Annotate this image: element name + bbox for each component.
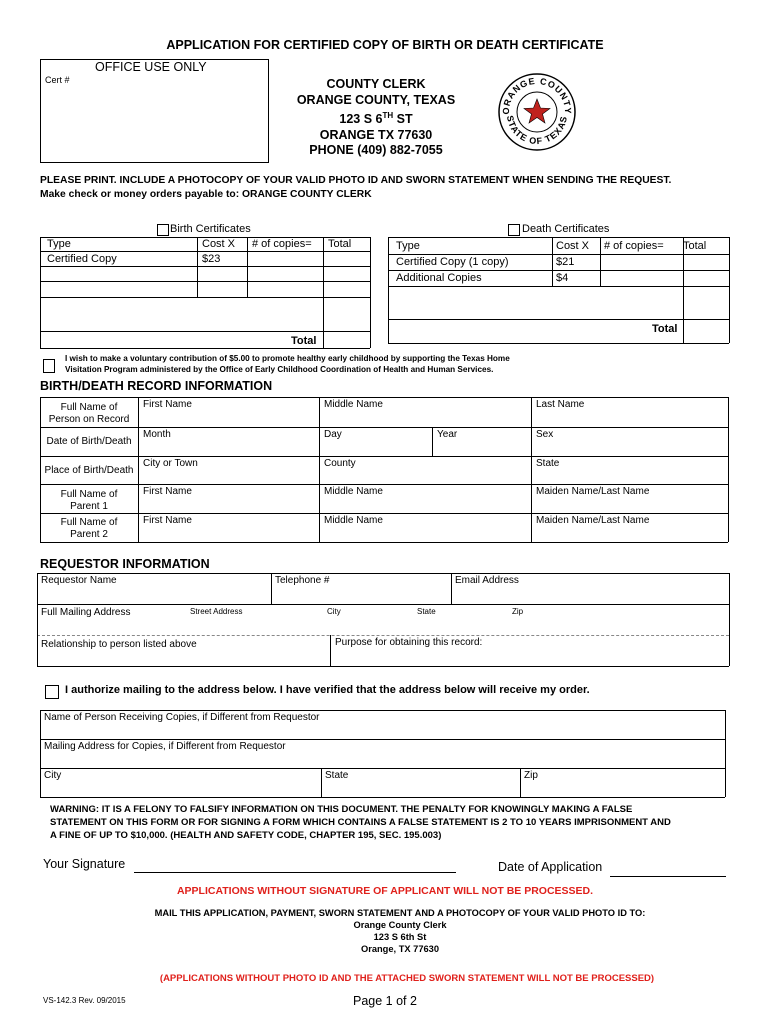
- record-row5-label1: Full Name of: [60, 517, 118, 528]
- clerk-line3: [276, 108, 476, 128]
- office-use-box[interactable]: [40, 59, 269, 163]
- signature-line[interactable]: [134, 872, 456, 873]
- county-seal-icon: [497, 72, 577, 152]
- seal-top-text: ORANGE COUNTY: [500, 75, 574, 115]
- page-number: Page 1 of 2: [353, 994, 417, 1008]
- date-line[interactable]: [610, 876, 726, 877]
- death-col-copies: # of copies=: [604, 240, 664, 252]
- record-row2-c4[interactable]: Sex: [536, 429, 554, 440]
- warning-line3: A FINE OF UP TO $10,000. (HEALTH AND SAFETY CODE, CHAPTER 195, SEC. 195.003): [50, 830, 442, 841]
- death-col-type: Type: [396, 240, 420, 252]
- svg-text:STATE OF TEXAS: [505, 115, 569, 147]
- recipient-state-field[interactable]: State: [325, 770, 349, 781]
- clerk-address: [276, 77, 476, 159]
- no-signature-warning: APPLICATIONS WITHOUT SIGNATURE OF APPLICANT WILL NOT BE PROCESSED.: [176, 885, 594, 897]
- mail-to-line1: MAIL THIS APPLICATION, PAYMENT, SWORN STATEMENT AND A PHOTOCOPY OF YOUR VALID PHOTO ID TO:: [154, 908, 646, 918]
- birth-total-label: Total: [291, 335, 317, 347]
- requestor-name-field[interactable]: Requestor Name: [41, 575, 117, 586]
- no-photo-warning: (APPLICATIONS WITHOUT PHOTO ID AND THE ATTACHED SWORN STATEMENT WILL NOT BE PROCESSED): [159, 973, 655, 984]
- requestor-mailing-field[interactable]: Full Mailing Address: [41, 607, 131, 618]
- record-row5-c4[interactable]: Maiden Name/Last Name: [536, 515, 650, 526]
- signature-label: Your Signature: [43, 857, 126, 871]
- birth-certificate-checkbox[interactable]: [157, 224, 169, 236]
- requestor-state-label: State: [417, 607, 436, 616]
- instructions-line1: PLEASE PRINT. INCLUDE A PHOTOCOPY OF YOUR VALID PHOTO ID AND SWORN STATEMENT WHEN SENDING THE REQUEST.: [40, 175, 672, 186]
- requestor-email-field[interactable]: Email Address: [455, 575, 519, 586]
- death-col-cost: Cost X: [556, 240, 590, 252]
- record-row5-c2[interactable]: Middle Name: [324, 515, 383, 526]
- purpose-field[interactable]: Purpose for obtaining this record:: [335, 637, 483, 648]
- requestor-phone-field[interactable]: Telephone #: [275, 575, 330, 586]
- death-row2-cost: $4: [556, 272, 569, 284]
- record-row4-c1[interactable]: First Name: [143, 486, 192, 497]
- warning-text: [50, 803, 671, 842]
- clerk-line5: PHONE (409) 882-7055: [309, 143, 443, 158]
- recipient-address-field[interactable]: Mailing Address for Copies, if Different from Requestor: [44, 741, 286, 752]
- birth-row-cost: $23: [202, 253, 221, 265]
- record-heading: BIRTH/DEATH RECORD INFORMATION: [40, 379, 273, 393]
- form-title: APPLICATION FOR CERTIFIED COPY OF BIRTH OR DEATH CERTIFICATE: [166, 38, 604, 52]
- clerk-addr-st: ST: [393, 112, 413, 127]
- record-row2-c2[interactable]: Day: [324, 429, 342, 440]
- death-col-total: Total: [683, 240, 707, 252]
- mail-to-street: 123 S 6th St: [373, 932, 427, 942]
- record-row1-c2[interactable]: Middle Name: [324, 399, 383, 410]
- record-row2-c3[interactable]: Year: [437, 429, 458, 440]
- contribution-checkbox[interactable]: [43, 359, 55, 373]
- death-table-heading: Death Certificates: [522, 223, 610, 235]
- requestor-street-label: Street Address: [190, 607, 243, 616]
- seal-bottom-text: STATE OF TEXAS: [504, 114, 570, 147]
- record-row4-c2[interactable]: Middle Name: [324, 486, 383, 497]
- contribution-line1: I wish to make a voluntary contribution of $5.00 to promote healthy early childhood by supporting the Texas Home: [65, 354, 510, 363]
- warning-line2: STATEMENT ON THIS FORM OR FOR SIGNING A FORM WHICH CONTAINS A FALSE STATEMENT IS 2 TO 10 YEARS IMPRISONMENT AND: [50, 817, 671, 828]
- authorize-text: I authorize mailing to the address below. I have verified that the address below will receive my order.: [65, 684, 590, 696]
- record-row5-label: [40, 517, 138, 541]
- mail-to-block: [0, 907, 770, 955]
- death-row2-type: Additional Copies: [396, 272, 482, 284]
- record-row4-label: [40, 489, 138, 513]
- recipient-name-field[interactable]: Name of Person Receiving Copies, if Different from Requestor: [44, 712, 320, 723]
- mail-to-city: Orange, TX 77630: [360, 944, 440, 954]
- record-row4-label2: Parent 1: [70, 501, 108, 512]
- recipient-zip-field[interactable]: Zip: [524, 770, 538, 781]
- warning-line1: WARNING: IT IS A FELONY TO FALSIFY INFORMATION ON THIS DOCUMENT. THE PENALTY FOR KNOWINGLY MAKING A FALSE: [50, 804, 633, 815]
- record-row1-c4[interactable]: Last Name: [536, 399, 585, 410]
- birth-table-heading: Birth Certificates: [170, 223, 251, 235]
- birth-col-type: Type: [47, 238, 71, 250]
- birth-row-type: Certified Copy: [47, 253, 117, 265]
- death-certificate-checkbox[interactable]: [508, 224, 520, 236]
- record-row3-c1[interactable]: City or Town: [143, 458, 198, 469]
- cert-number-label: Cert #: [45, 75, 70, 85]
- record-row1-label: [40, 402, 138, 426]
- mail-to-name: Orange County Clerk: [353, 920, 447, 930]
- birth-col-copies: # of copies=: [252, 238, 312, 250]
- requestor-zip-label: Zip: [512, 607, 524, 616]
- record-row2-c1[interactable]: Month: [143, 429, 171, 440]
- record-row1-label2: Person on Record: [48, 414, 130, 425]
- record-row4-c4[interactable]: Maiden Name/Last Name: [536, 486, 650, 497]
- contribution-line2: Visitation Program administered by the Office of Early Childhood Coordination of Health and Human Services.: [65, 365, 494, 374]
- office-use-heading: OFFICE USE ONLY: [95, 60, 207, 74]
- birth-col-cost: Cost X: [202, 238, 236, 250]
- record-row1-c1[interactable]: First Name: [143, 399, 192, 410]
- authorize-mailing-checkbox[interactable]: [45, 685, 59, 699]
- death-row1-cost: $21: [556, 256, 575, 268]
- clerk-line1: COUNTY CLERK: [326, 77, 426, 91]
- death-row1-type: Certified Copy (1 copy): [396, 256, 509, 268]
- recipient-city-field[interactable]: City: [44, 770, 62, 781]
- record-row3-c2[interactable]: County: [324, 458, 356, 469]
- clerk-line2: ORANGE COUNTY, TEXAS: [296, 92, 456, 107]
- relationship-field[interactable]: Relationship to person listed above: [41, 639, 197, 650]
- record-row5-label2: Parent 2: [70, 529, 108, 540]
- record-row3-c4[interactable]: State: [536, 458, 560, 469]
- death-total-label: Total: [652, 323, 678, 335]
- revision-label: VS-142.3 Rev. 09/2015: [43, 996, 126, 1005]
- date-label: Date of Application: [498, 860, 603, 874]
- record-row2-label: Date of Birth/Death: [46, 436, 132, 447]
- record-row3-label: Place of Birth/Death: [44, 465, 134, 476]
- clerk-addr-sup: TH: [382, 111, 394, 120]
- clerk-addr-num: 123 S 6: [339, 112, 383, 127]
- clerk-line4: ORANGE TX 77630: [319, 127, 433, 142]
- instructions-line2: Make check or money orders payable to: ORANGE COUNTY CLERK: [40, 189, 372, 200]
- record-row1-label1: Full Name of: [60, 402, 118, 413]
- birth-col-total: Total: [328, 238, 352, 250]
- requestor-heading: REQUESTOR INFORMATION: [40, 557, 210, 571]
- record-row4-label1: Full Name of: [60, 489, 118, 500]
- record-row5-c1[interactable]: First Name: [143, 515, 192, 526]
- requestor-city-label: City: [327, 607, 341, 616]
